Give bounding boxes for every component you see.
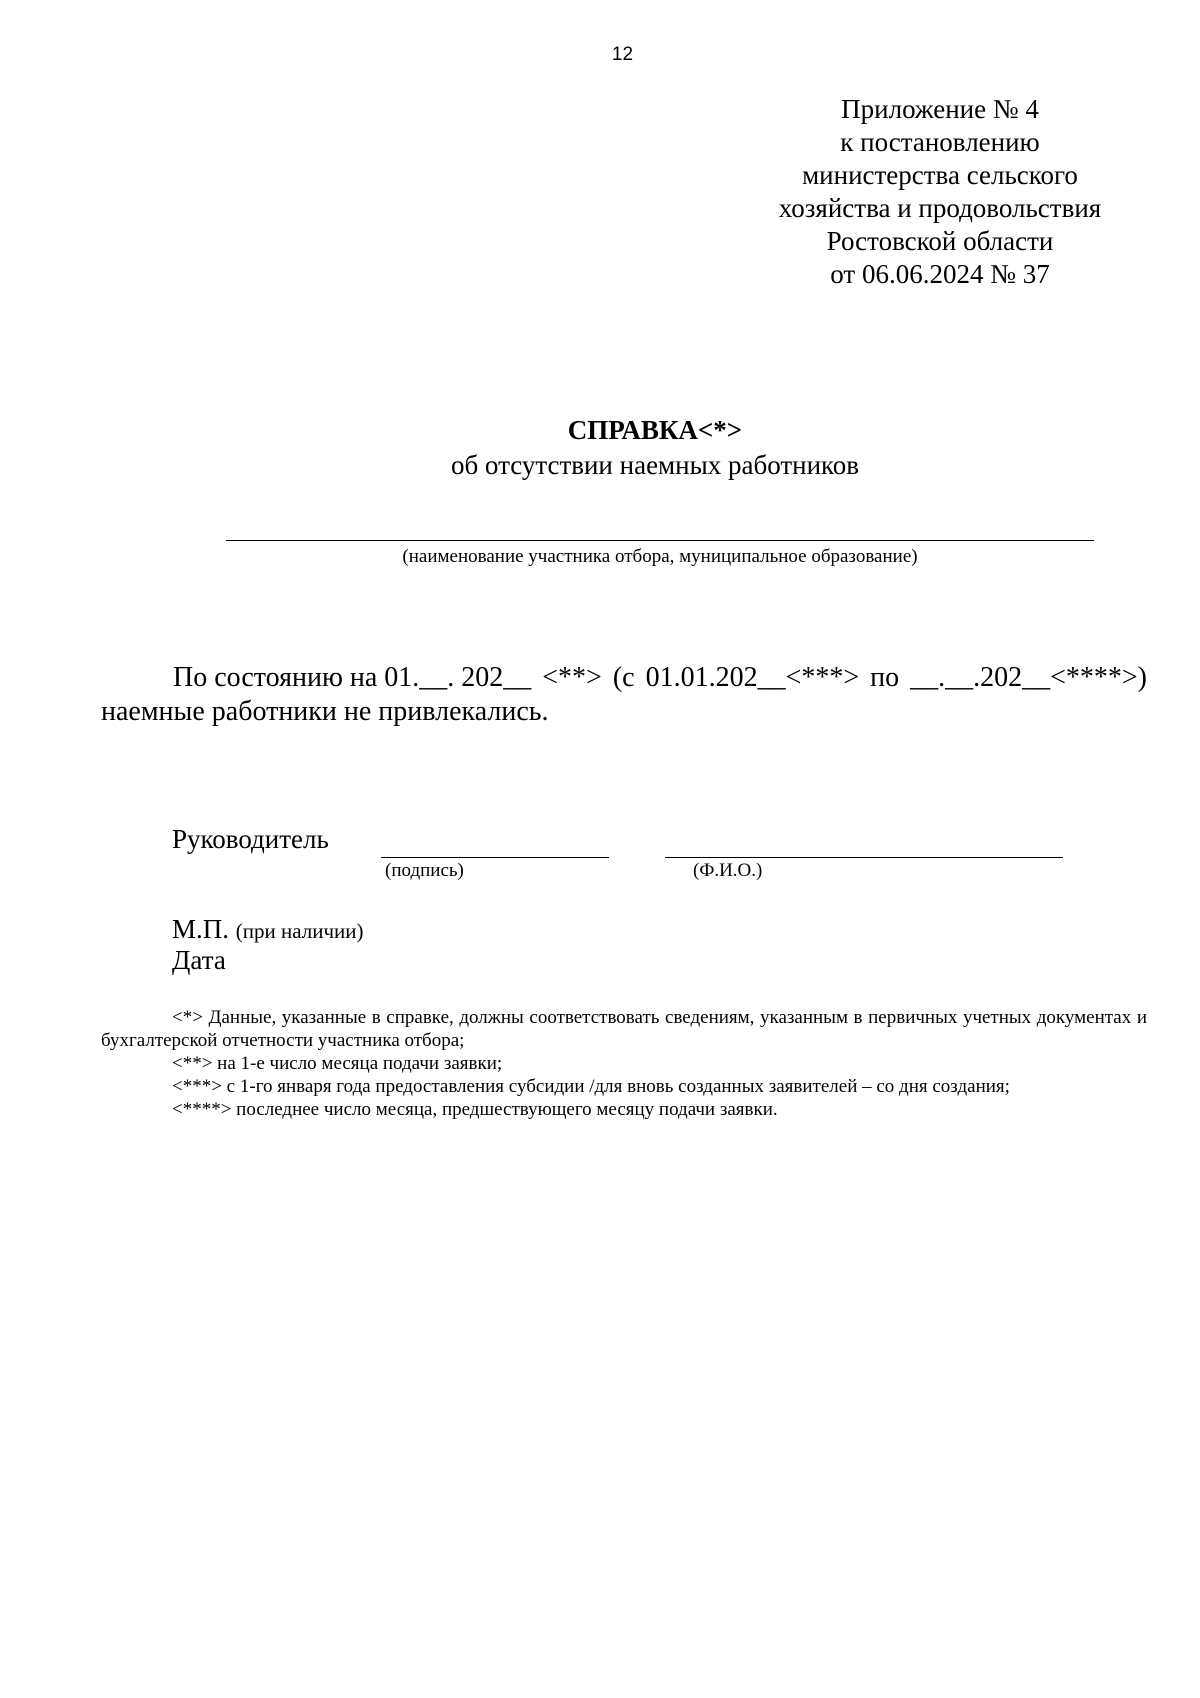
stamp-line bbox=[172, 914, 363, 945]
statement-segment: <**> bbox=[542, 662, 602, 693]
appendix-line: Ростовской области bbox=[826, 226, 1054, 256]
stamp-note: (при наличии) bbox=[235, 919, 364, 943]
statement-segment: __.__.202__<****>) bbox=[910, 662, 1147, 693]
appendix-line: Приложение № 4 bbox=[841, 94, 1039, 124]
document-title: СПРАВКА<*> bbox=[567, 415, 743, 445]
signature-caption: (подпись) bbox=[385, 860, 464, 881]
statement-segment: по bbox=[870, 662, 900, 693]
statement-line-2: наемные работники не привлекались. bbox=[101, 696, 549, 727]
footnote: <***> с 1-го января года предоставления субсидии /для вновь созданных заявителей – со дня создания; bbox=[172, 1076, 1010, 1097]
page-number: 12 bbox=[611, 44, 634, 65]
appendix-line: хозяйства и продовольствия bbox=[778, 193, 1102, 223]
head-label: Руководитель bbox=[172, 824, 329, 854]
fio-caption: (Ф.И.О.) bbox=[693, 860, 763, 881]
statement-paragraph bbox=[101, 661, 1147, 729]
statement-line-1 bbox=[101, 661, 1147, 695]
signature-line bbox=[381, 857, 609, 858]
statement-segment: (с bbox=[612, 662, 635, 693]
participant-name-caption: (наименование участника отбора, муниципальное образование) bbox=[402, 546, 918, 567]
footnotes bbox=[101, 1006, 1147, 1121]
fio-line bbox=[665, 857, 1063, 858]
footnote: <*> Данные, указанные в справке, должны соответствовать сведениям, указанным в первичных учетных документах и бухгалтерской отчетности участника отбора; bbox=[101, 1007, 1147, 1051]
participant-name-line bbox=[226, 540, 1094, 541]
appendix-line: министерства сельского bbox=[802, 160, 1078, 190]
document-subtitle: об отсутствии наемных работников bbox=[450, 450, 860, 480]
appendix-line: к постановлению bbox=[840, 127, 1040, 157]
appendix-block bbox=[730, 93, 1150, 291]
footnote: <**> на 1-е число месяца подачи заявки; bbox=[172, 1053, 503, 1074]
statement-segment: По состоянию на 01.__. 202__ bbox=[173, 662, 532, 693]
appendix-line: от 06.06.2024 № 37 bbox=[830, 259, 1050, 289]
date-label: Дата bbox=[172, 945, 226, 975]
footnote: <****> последнее число месяца, предшествующего месяцу подачи заявки. bbox=[172, 1099, 778, 1120]
stamp-label: М.П. bbox=[172, 914, 230, 944]
statement-segment: 01.01.202__<***> bbox=[645, 662, 860, 693]
